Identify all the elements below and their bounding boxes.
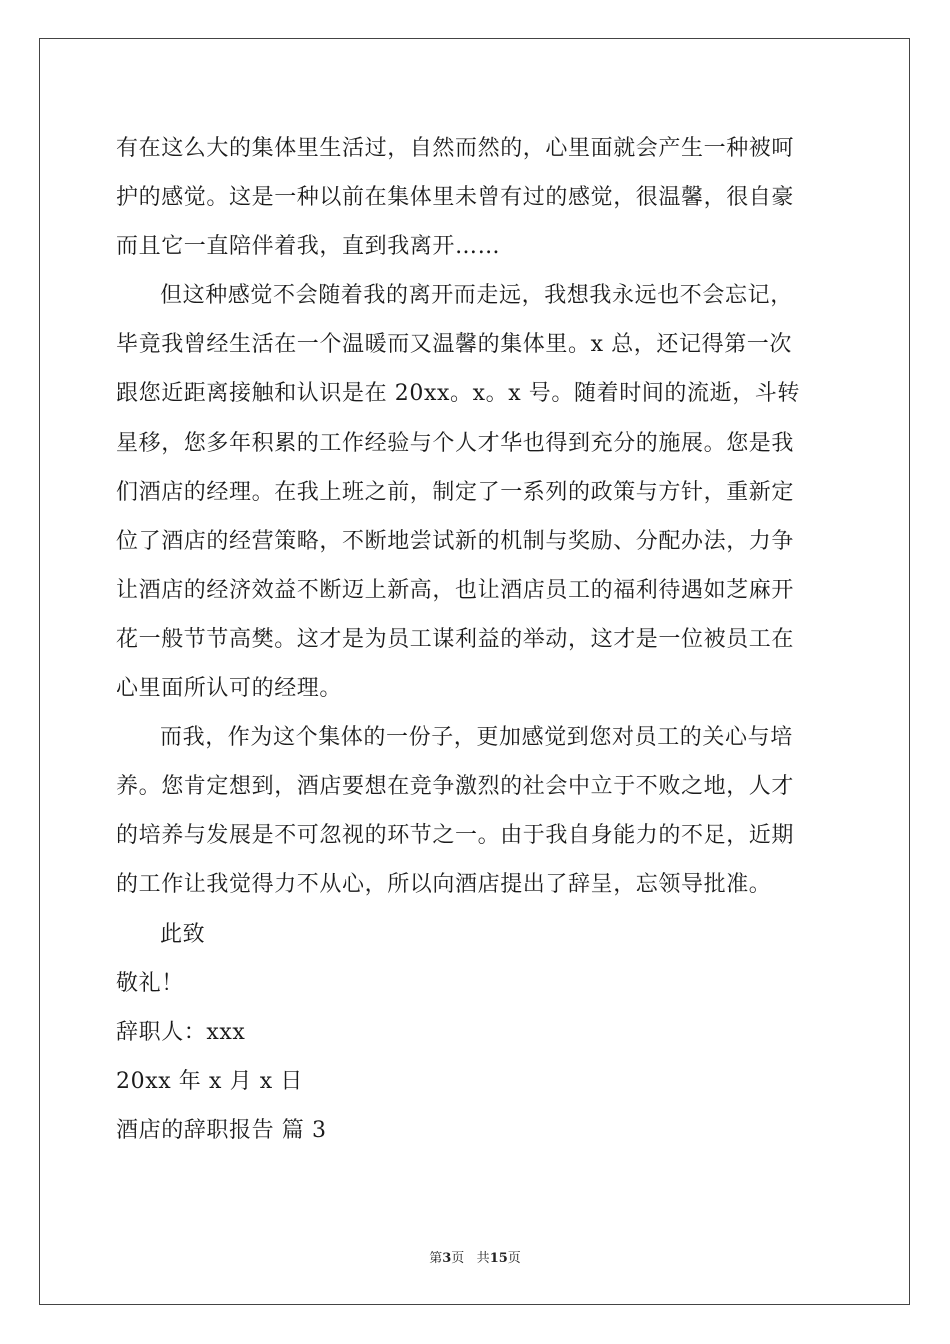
current-page-number: 3 [442, 1251, 452, 1266]
document-body [116, 124, 836, 1155]
text-line: 的培养与发展是不可忽视的环节之一。由于我自身能力的不足，近期 [116, 823, 795, 849]
text-line: 们酒店的经理。在我上班之前，制定了一系列的政策与方针，重新定 [116, 479, 795, 505]
footer-page-unit: 页 [451, 1251, 465, 1266]
text-line: 辞职人：xxx [116, 1019, 246, 1045]
text-line: 心里面所认可的经理。 [116, 676, 343, 702]
text-line: 敬礼！ [116, 970, 184, 996]
text-line: 20xx 年 x 月 x 日 [116, 1068, 303, 1094]
text-line: 护的感觉。这是一种以前在集体里未曾有过的感觉，很温馨，很自豪 [116, 185, 795, 211]
text-line: 位了酒店的经营策略，不断地尝试新的机制与奖励、分配办法，力争 [116, 528, 795, 554]
total-pages-number: 15 [489, 1251, 508, 1266]
text-line: 毕竟我曾经生活在一个温暖而又温馨的集体里。x 总，还记得第一次 [116, 332, 793, 358]
text-line: 星移，您多年积累的工作经验与个人才华也得到充分的施展。您是我 [116, 430, 795, 456]
footer-total-unit: 页 [507, 1251, 521, 1266]
text-line: 养。您肯定想到，酒店要想在竞争激烈的社会中立于不败之地，人才 [116, 774, 795, 800]
text-line: 花一般节节高樊。这才是为员工谋利益的举动，这才是一位被员工在 [116, 626, 795, 652]
page-footer [0, 1247, 950, 1266]
text-line: 此致 [160, 921, 206, 947]
footer-total-prefix: 共 [476, 1251, 490, 1266]
footer-prefix: 第 [429, 1251, 443, 1266]
text-line: 而我，作为这个集体的一份子，更加感觉到您对员工的关心与培 [160, 725, 793, 751]
text-line: 跟您近距离接触和认识是在 20xx。x。x 号。随着时间的流逝，斗转 [116, 381, 801, 407]
text-line: 的工作让我觉得力不从心，所以向酒店提出了辞呈，忘领导批准。 [116, 872, 772, 898]
text-line: 而且它一直陪伴着我，直到我离开…… [116, 234, 501, 260]
text-line: 有在这么大的集体里生活过，自然而然的，心里面就会产生一种被呵 [116, 136, 795, 161]
text-line: 但这种感觉不会随着我的离开而走远，我想我永远也不会忘记， [160, 283, 793, 309]
text-line: 酒店的辞职报告 篇 3 [116, 1117, 327, 1143]
text-line: 让酒店的经济效益不断迈上新高，也让酒店员工的福利待遇如芝麻开 [116, 577, 795, 603]
